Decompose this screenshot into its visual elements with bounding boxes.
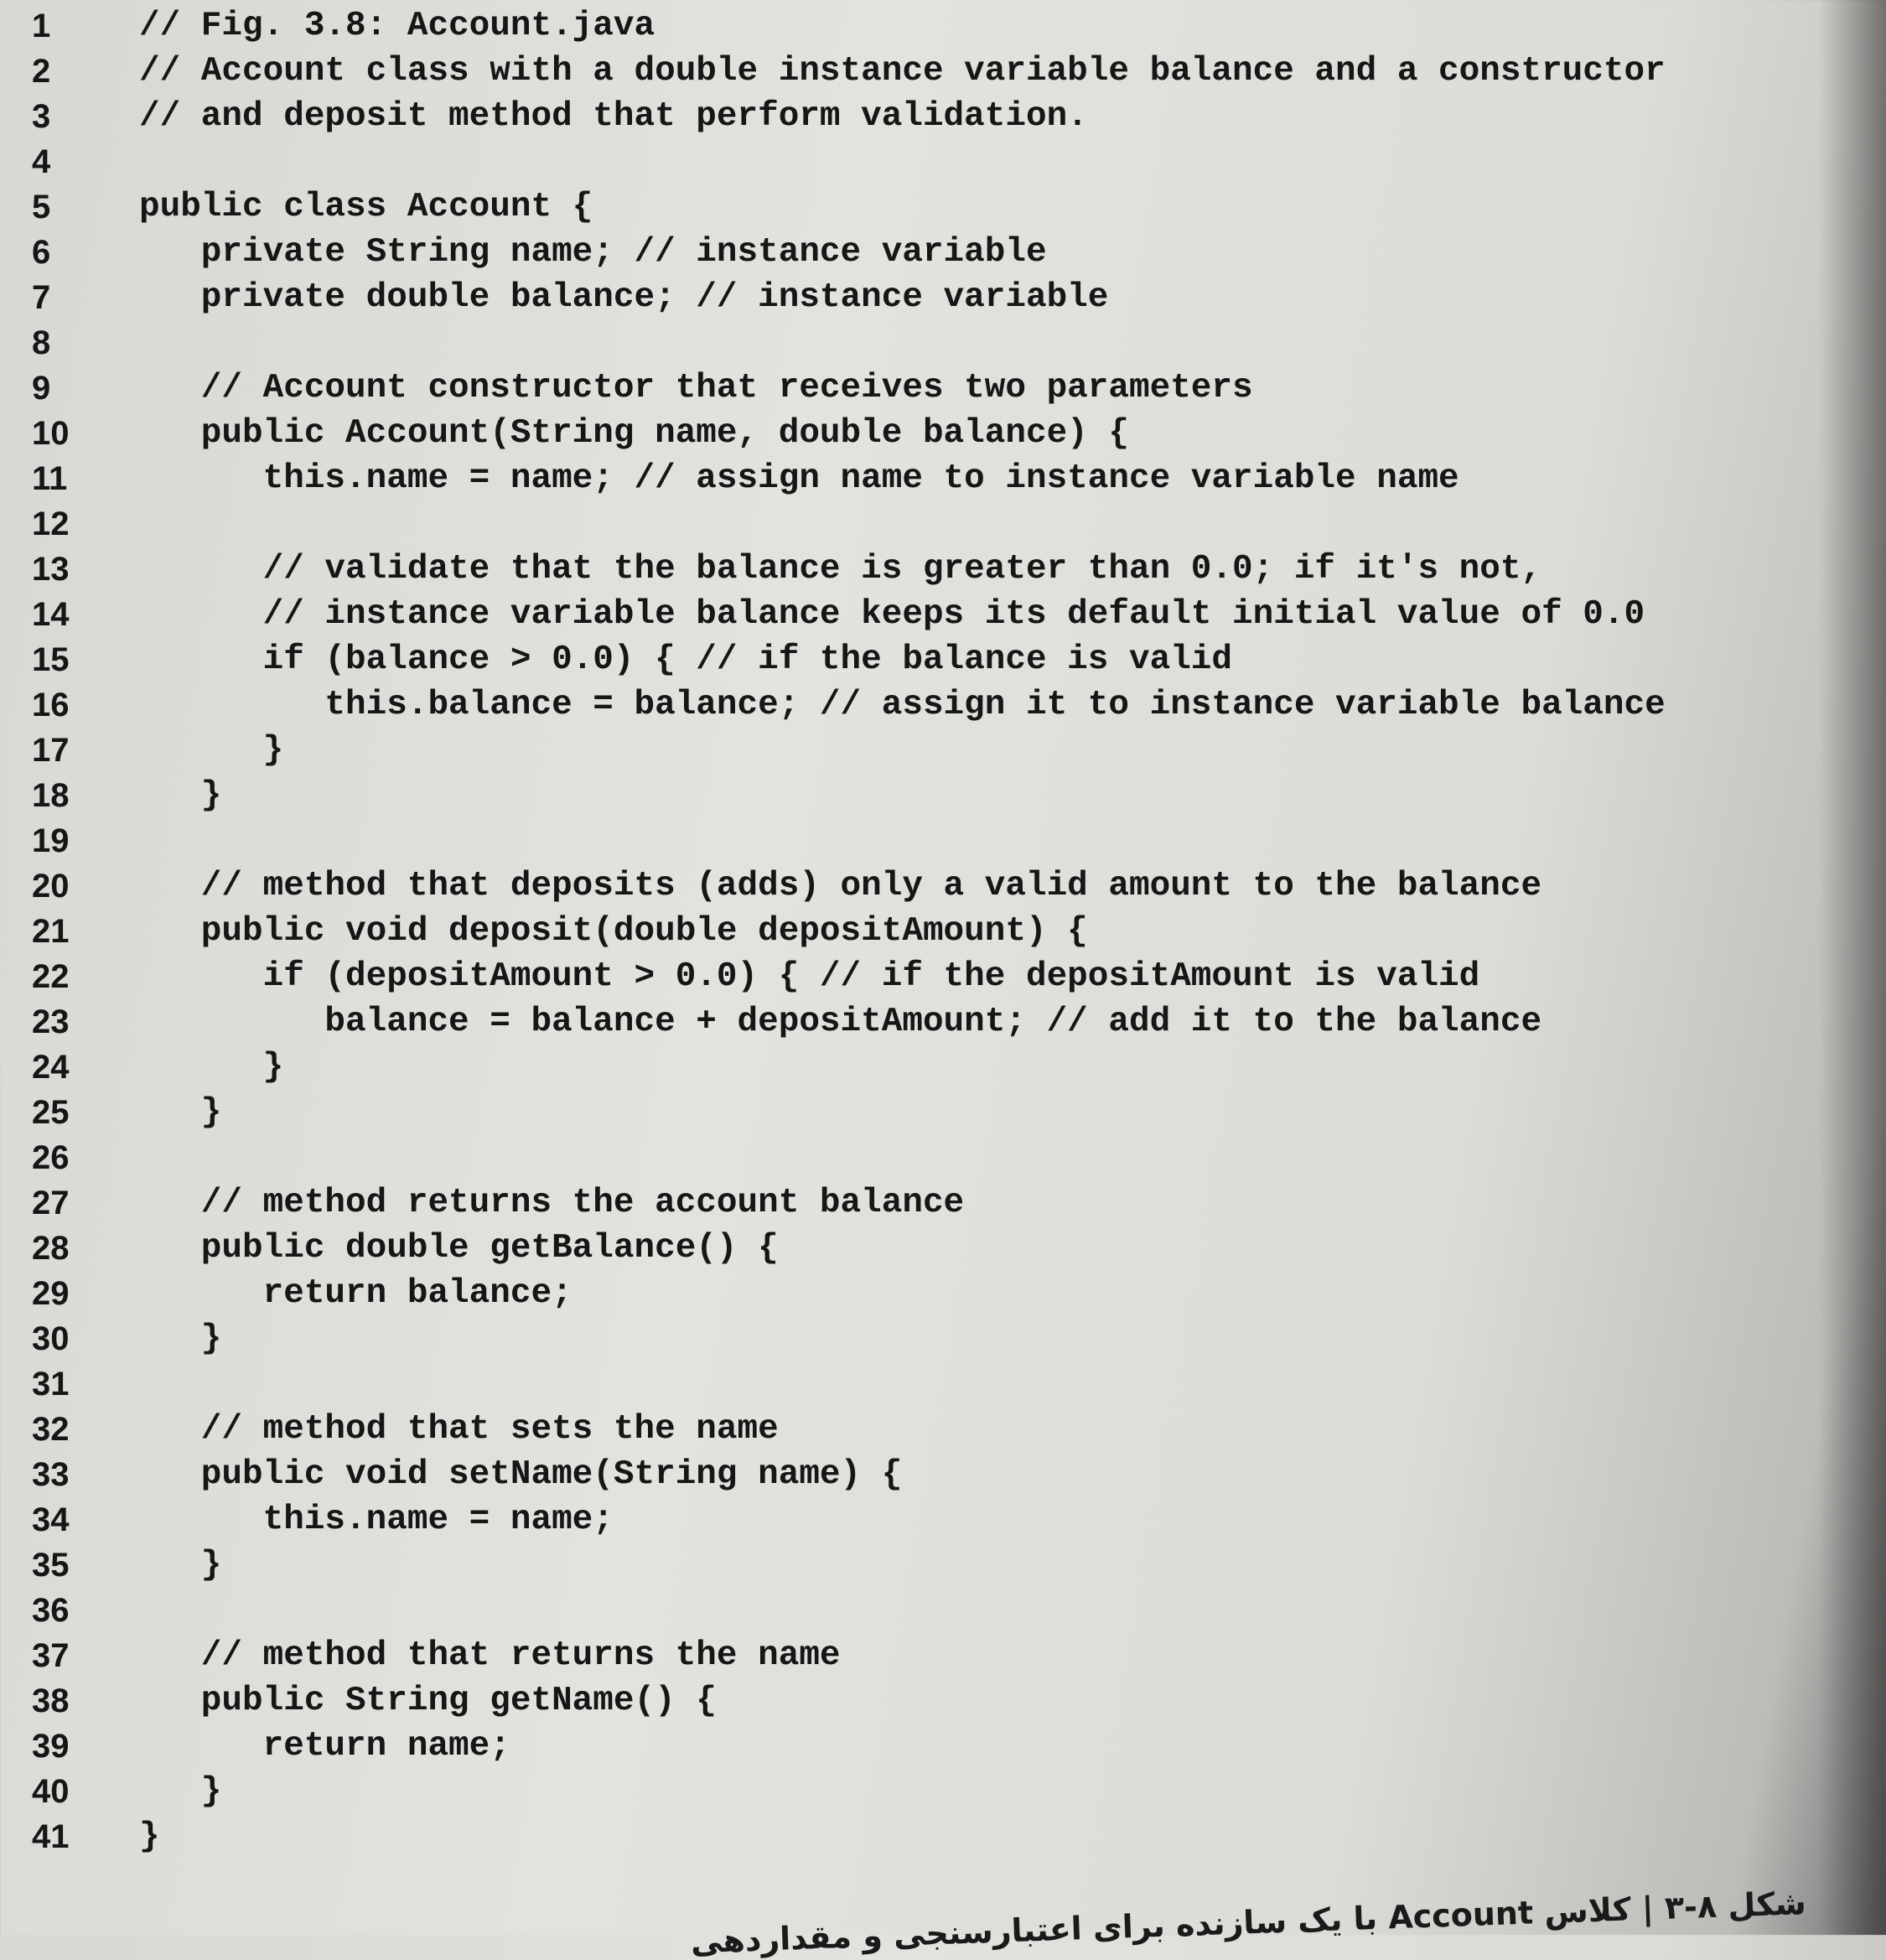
- line-number: 28: [32, 1230, 70, 1267]
- code-text: // method that sets the name: [139, 1410, 779, 1449]
- line-number: 1: [32, 8, 51, 44]
- line-number: 22: [32, 958, 70, 995]
- line-number: 8: [32, 324, 51, 361]
- code-text: this.name = name;: [139, 1501, 614, 1539]
- line-number: 34: [32, 1501, 70, 1538]
- code-line: [0, 1633, 1886, 1678]
- code-line: [0, 547, 1886, 592]
- code-text: return name;: [139, 1727, 510, 1766]
- code-line: [0, 1588, 1886, 1633]
- line-number: 9: [32, 370, 51, 407]
- line-number: 20: [32, 868, 70, 905]
- line-number: 7: [32, 279, 51, 316]
- code-line: [0, 3, 1886, 49]
- line-number: 33: [32, 1456, 70, 1493]
- line-number: 6: [32, 234, 51, 271]
- code-text: }: [139, 1772, 222, 1811]
- line-number: 38: [32, 1683, 70, 1719]
- line-number: 3: [32, 98, 51, 135]
- code-line: [0, 1271, 1886, 1316]
- code-text: public double getBalance() {: [139, 1229, 779, 1268]
- code-line: [0, 49, 1886, 94]
- code-text: }: [139, 1546, 222, 1584]
- code-line: [0, 1316, 1886, 1361]
- line-number: 36: [32, 1592, 70, 1629]
- code-line: [0, 366, 1886, 411]
- code-text: if (balance > 0.0) { // if the balance is valid: [139, 640, 1233, 679]
- code-text: }: [139, 1048, 284, 1086]
- code-line: [0, 954, 1886, 999]
- code-text: // Account constructor that receives two parameters: [139, 369, 1253, 407]
- line-number: 16: [32, 687, 70, 723]
- code-line: [0, 230, 1886, 275]
- code-text: // method that returns the name: [139, 1636, 841, 1675]
- code-line: [0, 1724, 1886, 1769]
- code-text: public void deposit(double depositAmount) {: [139, 912, 1088, 951]
- code-text: // Fig. 3.8: Account.java: [139, 7, 655, 45]
- line-number: 17: [32, 732, 70, 769]
- code-line: [0, 275, 1886, 320]
- code-text: // instance variable balance keeps its default initial value of 0.0: [139, 595, 1645, 634]
- code-text: }: [139, 1320, 222, 1358]
- code-line: [0, 728, 1886, 773]
- line-number: 35: [32, 1547, 70, 1584]
- line-number: 18: [32, 777, 70, 814]
- code-text: public void setName(String name) {: [139, 1455, 903, 1494]
- line-number: 13: [32, 551, 70, 588]
- line-number: 25: [32, 1094, 70, 1131]
- code-line: [0, 139, 1886, 184]
- code-text: // and deposit method that perform validation.: [139, 97, 1088, 136]
- code-line: [0, 863, 1886, 909]
- code-line: [0, 1543, 1886, 1588]
- line-number: 15: [32, 641, 70, 678]
- line-number: 37: [32, 1637, 70, 1674]
- code-line: [0, 773, 1886, 818]
- code-text: return balance;: [139, 1274, 573, 1313]
- code-text: public class Account {: [139, 188, 593, 226]
- code-text: // Account class with a double instance variable balance and a constructor: [139, 52, 1666, 91]
- code-line: [0, 818, 1886, 863]
- line-number: 12: [32, 506, 70, 542]
- code-text: public String getName() {: [139, 1682, 717, 1720]
- code-text: // validate that the balance is greater than 0.0; if it's not,: [139, 550, 1542, 589]
- line-number: 10: [32, 415, 70, 452]
- code-text: }: [139, 1817, 160, 1856]
- code-line: [0, 1090, 1886, 1135]
- code-line: [0, 1407, 1886, 1452]
- code-line: [0, 637, 1886, 682]
- line-number: 31: [32, 1366, 70, 1403]
- code-text: balance = balance + depositAmount; // add it to the balance: [139, 1003, 1542, 1041]
- line-number: 41: [32, 1818, 70, 1855]
- code-line: [0, 1135, 1886, 1180]
- code-text: private String name; // instance variable: [139, 233, 1047, 272]
- line-number: 32: [32, 1411, 70, 1448]
- code-line: [0, 411, 1886, 456]
- code-line: [0, 592, 1886, 637]
- code-listing: [0, 3, 1886, 1859]
- code-text: }: [139, 776, 222, 815]
- code-text: }: [139, 731, 284, 770]
- line-number: 19: [32, 822, 70, 859]
- code-line: [0, 909, 1886, 954]
- code-line: [0, 999, 1886, 1045]
- line-number: 26: [32, 1139, 70, 1176]
- code-line: [0, 1769, 1886, 1814]
- code-line: [0, 456, 1886, 501]
- line-number: 5: [32, 189, 51, 226]
- code-text: this.name = name; // assign name to instance variable name: [139, 459, 1459, 498]
- code-line: [0, 184, 1886, 230]
- code-text: if (depositAmount > 0.0) { // if the depositAmount is valid: [139, 957, 1480, 996]
- line-number: 4: [32, 143, 51, 180]
- code-text: public Account(String name, double balance) {: [139, 414, 1129, 453]
- code-line: [0, 320, 1886, 366]
- line-number: 23: [32, 1003, 70, 1040]
- code-line: [0, 1361, 1886, 1407]
- line-number: 21: [32, 913, 70, 950]
- code-line: [0, 682, 1886, 728]
- code-line: [0, 1814, 1886, 1859]
- code-line: [0, 94, 1886, 139]
- line-number: 29: [32, 1275, 70, 1312]
- code-text: this.balance = balance; // assign it to instance variable balance: [139, 686, 1666, 724]
- line-number: 27: [32, 1185, 70, 1221]
- line-number: 2: [32, 53, 51, 90]
- line-number: 14: [32, 596, 70, 633]
- figure-caption: شکل ۸-۳ | کلاس Account با یک سازنده برای اعتبارسنجی و مقداردهی: [689, 1885, 1806, 1960]
- code-line: [0, 1045, 1886, 1090]
- code-text: // method that deposits (adds) only a valid amount to the balance: [139, 867, 1542, 905]
- code-line: [0, 1497, 1886, 1543]
- code-line: [0, 1678, 1886, 1724]
- code-line: [0, 1180, 1886, 1226]
- line-number: 24: [32, 1049, 70, 1086]
- line-number: 30: [32, 1320, 70, 1357]
- code-text: private double balance; // instance variable: [139, 278, 1109, 317]
- code-text: }: [139, 1093, 222, 1132]
- line-number: 11: [32, 460, 68, 497]
- code-text: // method returns the account balance: [139, 1184, 965, 1222]
- code-line: [0, 1226, 1886, 1271]
- line-number: 40: [32, 1773, 70, 1810]
- line-number: 39: [32, 1728, 70, 1765]
- code-line: [0, 501, 1886, 547]
- code-line: [0, 1452, 1886, 1497]
